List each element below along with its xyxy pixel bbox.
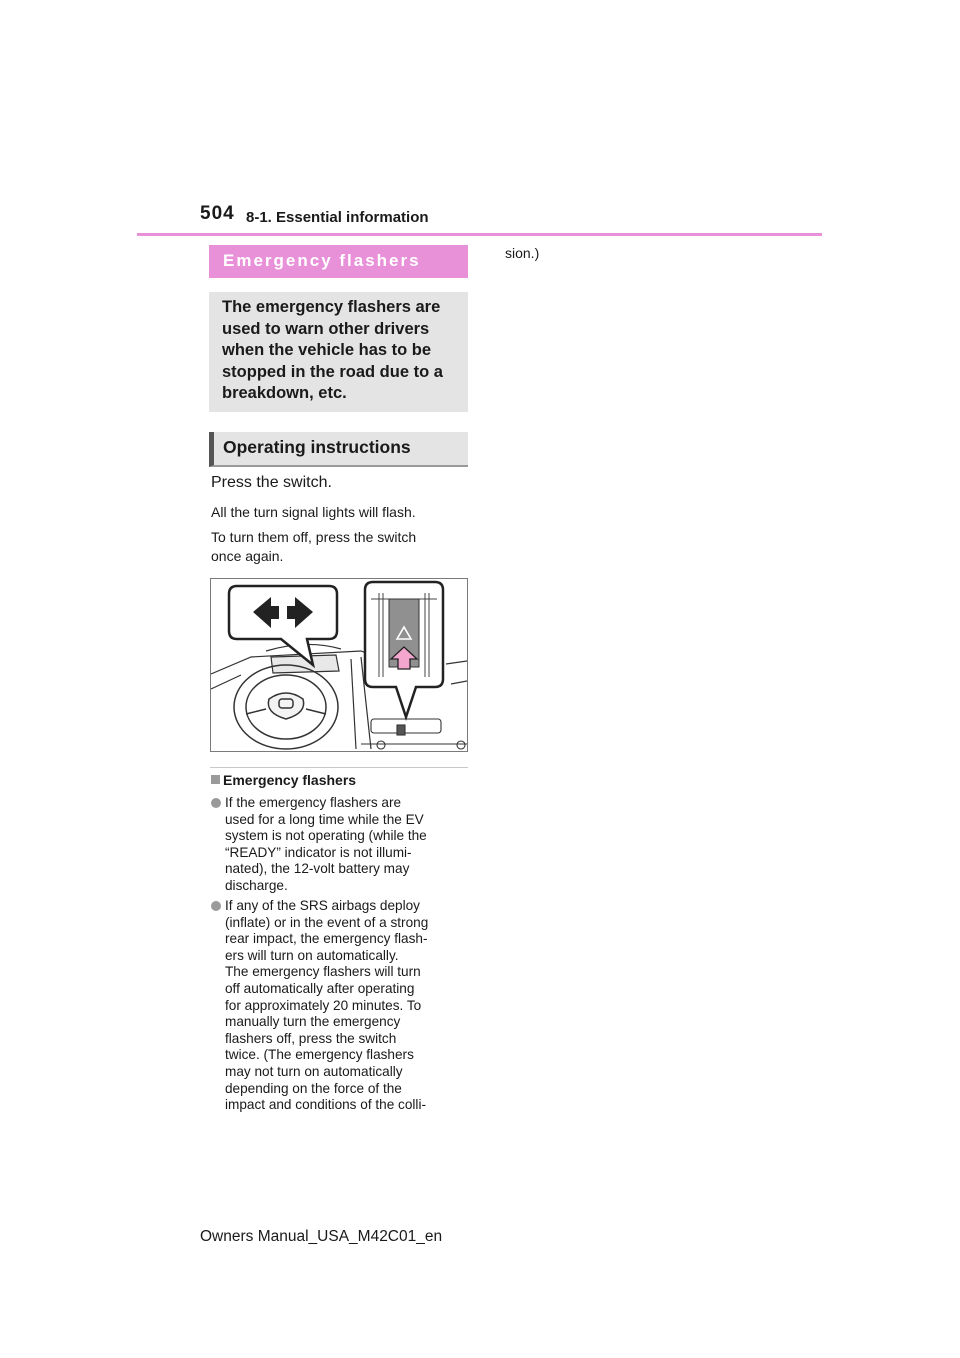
header-rule [137,233,822,236]
note-title [211,772,356,788]
intro-line: stopped in the road due to a [222,362,443,381]
bullet-dot-icon [211,901,221,911]
intro-line: when the vehicle has to be [222,341,432,359]
intro-box [209,292,468,412]
emergency-flashers-heading: Emergency flashers [209,245,468,278]
body-line: once again. [211,548,284,564]
body-text-turn-off [211,528,468,566]
section-title: 8-1. Essential information [246,209,429,226]
note-bullet-text: If the emergency flashers are used for a long time while the EV system is not operating (while the “READY” indicator is not illumi- nated), the 12-volt battery may discharge. [225,795,427,893]
intro-line: breakdown, etc. [222,384,347,402]
steering-wheel-icon [234,665,338,749]
hazard-switch-figure [210,578,468,752]
hazard-switch-illustration [211,579,467,751]
continued-text: sion.) [505,245,540,261]
intro-line: The emergency flashers are [222,298,441,316]
note-divider [210,767,468,768]
body-text-flash: All the turn signal lights will flash. [211,504,416,520]
note-title-text: Emergency flashers [223,772,357,788]
note-bullet-text: If any of the SRS airbags deploy (inflate) or in the event of a strong rear impact, the emergency flash- ers will turn on automatically. The emergency flashers will turn off automatically after operating for approximately 20 minutes. To manually turn the emergency flashers off, press the switch twice. (The emergency flashers may not turn on automatically depending on the force of the impact and conditions of the colli- [225,898,429,1113]
step-text: Press the switch. [211,474,332,491]
page-number: 504 [200,203,235,224]
footer-text: Owners Manual_USA_M42C01_en [200,1228,443,1245]
body-line: To turn them off, press the switch [211,529,417,545]
bullet-dot-icon [211,798,221,808]
hazard-switch-callout [365,582,443,717]
intro-line: used to warn other drivers [222,319,430,338]
square-bullet-icon [211,775,220,784]
operating-instructions-heading: Operating instructions [209,432,468,467]
